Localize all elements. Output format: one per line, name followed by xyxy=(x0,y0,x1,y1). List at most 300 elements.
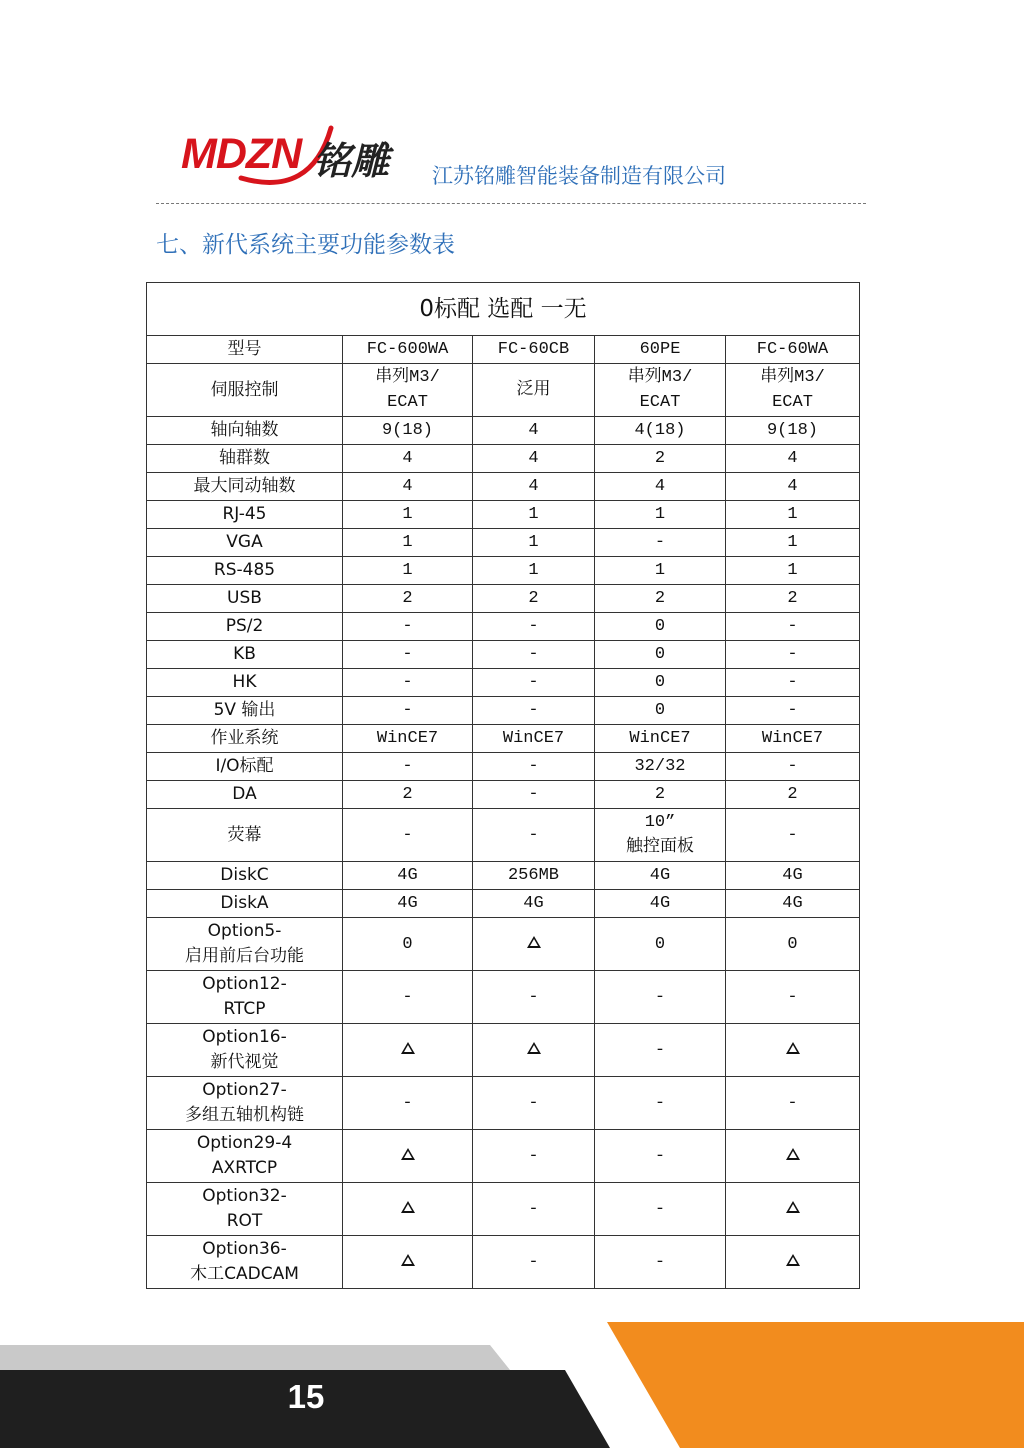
value-cell xyxy=(726,445,860,473)
row-label-text: AXRTCP xyxy=(211,1158,278,1178)
cell-text: WinCE7 xyxy=(502,729,565,748)
value-cell xyxy=(343,753,473,781)
value-cell xyxy=(343,529,473,557)
value-cell xyxy=(473,529,595,557)
model-cell: FC-60CB xyxy=(473,336,595,364)
cell-text: - xyxy=(787,617,798,636)
optional-triangle-icon xyxy=(401,1201,415,1213)
row-label-text: RS-485 xyxy=(213,560,276,580)
cell-text: 泛用 xyxy=(516,380,551,400)
row-label-text: 伺服控制 xyxy=(210,379,279,400)
cell-text: - xyxy=(654,1252,666,1272)
row-label xyxy=(147,1077,343,1130)
table-row xyxy=(147,890,860,918)
row-label-text: 木工CADCAM xyxy=(190,1264,299,1284)
cell-text: 0 xyxy=(654,617,666,636)
row-label-text: Option27- xyxy=(202,1080,287,1100)
cell-text: WinCE7 xyxy=(629,729,691,748)
row-label xyxy=(147,1024,343,1077)
value-cell xyxy=(726,1077,860,1130)
row-label-text: ROT xyxy=(226,1211,263,1231)
value-cell xyxy=(726,557,860,585)
value-cell xyxy=(726,669,860,697)
value-cell xyxy=(726,417,860,445)
value-cell xyxy=(726,753,860,781)
value-cell xyxy=(595,529,726,557)
table-row xyxy=(147,641,860,669)
value-cell xyxy=(343,809,473,862)
cell-text: 9(18) xyxy=(381,421,433,440)
value-cell xyxy=(473,613,595,641)
cell-text: ECAT xyxy=(387,393,428,412)
value-cell xyxy=(473,862,595,890)
value-cell xyxy=(726,862,860,890)
cell-text: - xyxy=(402,757,413,776)
cell-text: - xyxy=(654,1146,666,1166)
row-label-text: 5V 输出 xyxy=(213,700,276,720)
cell-text: - xyxy=(528,825,539,845)
value-cell xyxy=(343,669,473,697)
value-cell xyxy=(343,1183,473,1236)
value-cell xyxy=(595,585,726,613)
cell-text: 4 xyxy=(787,449,798,468)
cell-text: - xyxy=(528,987,539,1007)
row-label xyxy=(147,753,343,781)
table-row xyxy=(147,1183,860,1236)
value-cell xyxy=(595,417,726,445)
row-label xyxy=(147,918,343,971)
table-row xyxy=(147,753,860,781)
cell-text: - xyxy=(654,533,666,552)
value-cell xyxy=(595,862,726,890)
table-row xyxy=(147,364,860,417)
value-cell xyxy=(343,641,473,669)
value-cell xyxy=(473,753,595,781)
value-cell xyxy=(343,1024,473,1077)
cell-text: 9(18) xyxy=(766,421,818,440)
optional-triangle-icon xyxy=(786,1042,800,1054)
row-label xyxy=(147,557,343,585)
table-body xyxy=(147,364,860,1289)
value-cell xyxy=(343,585,473,613)
table-row xyxy=(147,501,860,529)
value-cell xyxy=(473,557,595,585)
row-label-text: 多组五轴机构链 xyxy=(185,1105,304,1125)
cell-text: - xyxy=(787,757,798,776)
value-cell xyxy=(473,585,595,613)
value-cell xyxy=(473,1183,595,1236)
row-label-text: USB xyxy=(227,588,262,608)
value-cell xyxy=(473,918,595,971)
cell-text: WinCE7 xyxy=(376,729,439,748)
model-cell: FC-60WA xyxy=(726,336,860,364)
cell-text: 触控面板 xyxy=(626,838,694,857)
row-label xyxy=(147,1130,343,1183)
value-cell xyxy=(726,501,860,529)
cell-text: 1 xyxy=(528,533,539,552)
table-row xyxy=(147,781,860,809)
row-label xyxy=(147,669,343,697)
table-row xyxy=(147,971,860,1024)
row-label xyxy=(147,1183,343,1236)
value-cell xyxy=(343,1077,473,1130)
table-row xyxy=(147,669,860,697)
value-cell xyxy=(595,971,726,1024)
value-cell xyxy=(726,781,860,809)
value-cell xyxy=(595,753,726,781)
value-cell xyxy=(595,697,726,725)
cell-text: - xyxy=(402,645,413,664)
row-label-text: 新代视觉 xyxy=(210,1052,279,1072)
cell-text: - xyxy=(654,1093,666,1113)
cell-text: - xyxy=(402,1093,413,1113)
table-row xyxy=(147,1236,860,1289)
value-cell xyxy=(473,364,595,417)
cell-text: 2 xyxy=(402,785,413,804)
row-label xyxy=(147,697,343,725)
cell-text: 1 xyxy=(654,561,666,580)
table-row xyxy=(147,1077,860,1130)
cell-text: - xyxy=(787,987,798,1007)
cell-text: - xyxy=(528,1093,539,1113)
cell-text: 0 xyxy=(787,934,798,954)
cell-text: - xyxy=(787,825,798,845)
row-label xyxy=(147,725,343,753)
cell-text: - xyxy=(528,1252,539,1272)
cell-text: 2 xyxy=(654,785,666,804)
value-cell xyxy=(473,1130,595,1183)
optional-triangle-icon xyxy=(401,1254,415,1266)
cell-text: 4 xyxy=(654,477,666,496)
cell-text: 256MB xyxy=(507,866,559,885)
row-label xyxy=(147,501,343,529)
cell-text: 4G xyxy=(523,894,544,913)
optional-triangle-icon xyxy=(786,1148,800,1160)
row-label xyxy=(147,445,343,473)
table-row xyxy=(147,725,860,753)
value-cell xyxy=(726,809,860,862)
cell-text: 1 xyxy=(402,533,413,552)
footer-gray-strip xyxy=(0,1345,510,1370)
cell-text: 1 xyxy=(402,505,413,524)
value-cell xyxy=(343,971,473,1024)
value-cell xyxy=(726,613,860,641)
value-cell xyxy=(726,725,860,753)
value-cell xyxy=(726,473,860,501)
value-cell xyxy=(595,364,726,417)
cell-text: 4G xyxy=(782,894,803,913)
optional-triangle-icon xyxy=(527,1042,541,1054)
logo-latin-text: MDZN xyxy=(181,130,302,178)
row-label-text: Option29-4 xyxy=(196,1133,293,1153)
value-cell xyxy=(595,445,726,473)
row-label xyxy=(147,364,343,417)
cell-text: 0 xyxy=(402,934,413,954)
cell-text: - xyxy=(528,673,539,692)
value-cell xyxy=(473,1236,595,1289)
brand-logo xyxy=(181,118,421,188)
cell-text: 2 xyxy=(787,785,798,804)
cell-text: 1 xyxy=(787,561,798,580)
value-cell xyxy=(473,669,595,697)
cell-text: 4(18) xyxy=(634,421,686,440)
row-label xyxy=(147,971,343,1024)
row-label-text: RTCP xyxy=(223,999,266,1019)
table-row xyxy=(147,473,860,501)
value-cell xyxy=(343,557,473,585)
row-label-text: DiskC xyxy=(220,865,269,885)
footer-band xyxy=(0,1310,1024,1448)
cell-text: 4G xyxy=(397,866,418,885)
row-label xyxy=(147,529,343,557)
optional-triangle-icon xyxy=(527,936,541,948)
value-cell xyxy=(726,641,860,669)
value-cell xyxy=(595,669,726,697)
row-label-text: 荧幕 xyxy=(227,824,262,845)
table-row xyxy=(147,1130,860,1183)
cell-text: 4 xyxy=(787,477,798,496)
cell-text: 4 xyxy=(528,421,539,440)
value-cell xyxy=(726,364,860,417)
cell-text: - xyxy=(528,785,539,804)
cell-text: 1 xyxy=(787,505,798,524)
value-cell xyxy=(726,918,860,971)
cell-text: 10” xyxy=(644,813,676,832)
value-cell xyxy=(595,641,726,669)
header-divider xyxy=(156,203,866,204)
cell-text: 32/32 xyxy=(634,757,686,776)
table-row xyxy=(147,445,860,473)
row-label xyxy=(147,613,343,641)
value-cell xyxy=(595,1024,726,1077)
row-label-text: HK xyxy=(232,672,257,692)
value-cell xyxy=(726,971,860,1024)
cell-text: - xyxy=(528,757,539,776)
cell-text: - xyxy=(402,825,413,845)
model-cell: 60PE xyxy=(595,336,726,364)
row-label xyxy=(147,585,343,613)
table-row xyxy=(147,918,860,971)
row-label-text: DA xyxy=(232,784,257,804)
cell-text: - xyxy=(654,1199,666,1219)
row-label-text: PS/2 xyxy=(225,616,264,636)
cell-text: - xyxy=(402,987,413,1007)
value-cell xyxy=(595,501,726,529)
cell-text: 4G xyxy=(649,894,671,913)
cell-text: - xyxy=(528,645,539,664)
row-label xyxy=(147,417,343,445)
row-label xyxy=(147,809,343,862)
value-cell xyxy=(595,781,726,809)
value-cell xyxy=(343,417,473,445)
value-cell xyxy=(726,890,860,918)
cell-text: 2 xyxy=(654,449,666,468)
row-label xyxy=(147,473,343,501)
value-cell xyxy=(343,364,473,417)
value-cell xyxy=(595,473,726,501)
value-cell xyxy=(473,445,595,473)
cell-text: 串列M3/ xyxy=(627,368,693,387)
value-cell xyxy=(473,1024,595,1077)
value-cell xyxy=(595,918,726,971)
value-cell xyxy=(595,725,726,753)
value-cell xyxy=(343,1130,473,1183)
cell-text: 1 xyxy=(654,505,666,524)
row-label-text: 启用前后台功能 xyxy=(185,946,304,966)
value-cell xyxy=(595,1236,726,1289)
cell-text: - xyxy=(787,645,798,664)
cell-text: 0 xyxy=(654,645,666,664)
cell-text: - xyxy=(402,617,413,636)
value-cell xyxy=(595,890,726,918)
cell-text: 4G xyxy=(782,866,803,885)
row-label xyxy=(147,890,343,918)
value-cell xyxy=(595,1183,726,1236)
row-label xyxy=(147,1236,343,1289)
value-cell xyxy=(473,781,595,809)
table-row xyxy=(147,557,860,585)
cell-text: 1 xyxy=(528,505,539,524)
value-cell xyxy=(595,557,726,585)
table-row xyxy=(147,417,860,445)
cell-text: 0 xyxy=(654,701,666,720)
value-cell xyxy=(726,585,860,613)
cell-text: - xyxy=(654,1040,666,1060)
footer-orange-band xyxy=(607,1322,1024,1448)
value-cell xyxy=(595,1130,726,1183)
row-label-text: 最大同动轴数 xyxy=(193,476,296,496)
value-cell xyxy=(726,529,860,557)
value-cell xyxy=(473,1077,595,1130)
cell-text: 串列M3/ xyxy=(375,368,440,387)
table-row xyxy=(147,529,860,557)
value-cell xyxy=(343,473,473,501)
cell-text: 1 xyxy=(528,561,539,580)
table-row xyxy=(147,862,860,890)
row-label-text: 作业系统 xyxy=(210,728,279,748)
value-cell xyxy=(473,417,595,445)
value-cell xyxy=(343,918,473,971)
page-number: 15 xyxy=(287,1378,325,1415)
cell-text: - xyxy=(528,617,539,636)
optional-triangle-icon xyxy=(786,1201,800,1213)
cell-text: ECAT xyxy=(772,393,813,412)
value-cell xyxy=(595,1077,726,1130)
optional-triangle-icon xyxy=(401,1148,415,1160)
value-cell xyxy=(726,697,860,725)
row-label-text: KB xyxy=(233,644,256,664)
cell-text: 1 xyxy=(787,533,798,552)
table-row xyxy=(147,809,860,862)
cell-text: 2 xyxy=(528,589,539,608)
model-header-label: 型号 xyxy=(147,336,343,364)
section-title: 七、新代系统主要功能参数表 xyxy=(156,232,455,258)
row-label-text: Option32- xyxy=(202,1186,287,1206)
cell-text: 2 xyxy=(654,589,666,608)
cell-text: - xyxy=(654,987,666,1007)
optional-triangle-icon xyxy=(401,1042,415,1054)
cell-text: 串列M3/ xyxy=(760,368,825,387)
value-cell xyxy=(473,473,595,501)
cell-text: - xyxy=(787,673,798,692)
company-name: 江苏铭雕智能装备制造有限公司 xyxy=(432,164,726,188)
cell-text: ECAT xyxy=(639,393,681,412)
cell-text: 2 xyxy=(787,589,798,608)
value-cell xyxy=(343,725,473,753)
value-cell xyxy=(473,890,595,918)
value-cell xyxy=(473,501,595,529)
value-cell xyxy=(473,725,595,753)
cell-text: - xyxy=(787,1093,798,1113)
row-label xyxy=(147,862,343,890)
cell-text: 4 xyxy=(528,449,539,468)
value-cell xyxy=(343,1236,473,1289)
value-cell xyxy=(343,890,473,918)
cell-text: WinCE7 xyxy=(761,729,824,748)
value-cell xyxy=(343,445,473,473)
table-row xyxy=(147,613,860,641)
value-cell xyxy=(726,1236,860,1289)
value-cell xyxy=(473,641,595,669)
row-label-text: VGA xyxy=(226,532,263,552)
row-label xyxy=(147,641,343,669)
logo-chinese-text: 铭雕 xyxy=(313,139,390,183)
value-cell xyxy=(595,613,726,641)
row-label-text: Option36- xyxy=(202,1239,287,1259)
cell-text: - xyxy=(528,1199,539,1219)
cell-text: 1 xyxy=(402,561,413,580)
value-cell xyxy=(473,971,595,1024)
cell-text: - xyxy=(402,701,413,720)
cell-text: 4 xyxy=(402,449,413,468)
optional-triangle-icon xyxy=(786,1254,800,1266)
cell-text: - xyxy=(787,701,798,720)
row-label-text: Option12- xyxy=(202,974,287,994)
table-row xyxy=(147,585,860,613)
cell-text: 4G xyxy=(397,894,418,913)
cell-text: 4 xyxy=(528,477,539,496)
value-cell xyxy=(595,809,726,862)
cell-text: - xyxy=(528,701,539,720)
cell-text: 4 xyxy=(402,477,413,496)
cell-text: - xyxy=(528,1146,539,1166)
cell-text: - xyxy=(402,673,413,692)
value-cell xyxy=(726,1183,860,1236)
row-label-text: 轴向轴数 xyxy=(210,420,279,440)
value-cell xyxy=(343,781,473,809)
row-label-text: RJ-45 xyxy=(222,504,267,524)
row-label-text: Option16- xyxy=(202,1027,287,1047)
model-cell: FC-600WA xyxy=(343,336,473,364)
value-cell xyxy=(473,697,595,725)
cell-text: 4G xyxy=(649,866,671,885)
table-row xyxy=(147,697,860,725)
spec-table xyxy=(146,282,860,1289)
value-cell xyxy=(473,809,595,862)
value-cell xyxy=(343,501,473,529)
cell-text: 0 xyxy=(654,673,666,692)
value-cell xyxy=(343,697,473,725)
cell-text: 2 xyxy=(402,589,413,608)
footer-shapes xyxy=(0,1310,1024,1448)
row-label xyxy=(147,781,343,809)
row-label-text: 轴群数 xyxy=(219,448,270,468)
value-cell xyxy=(343,613,473,641)
row-label-text: I/O标配 xyxy=(215,756,274,776)
table-header-row xyxy=(147,336,860,364)
row-label-text: DiskA xyxy=(220,893,269,913)
row-label-text: Option5- xyxy=(207,921,282,941)
